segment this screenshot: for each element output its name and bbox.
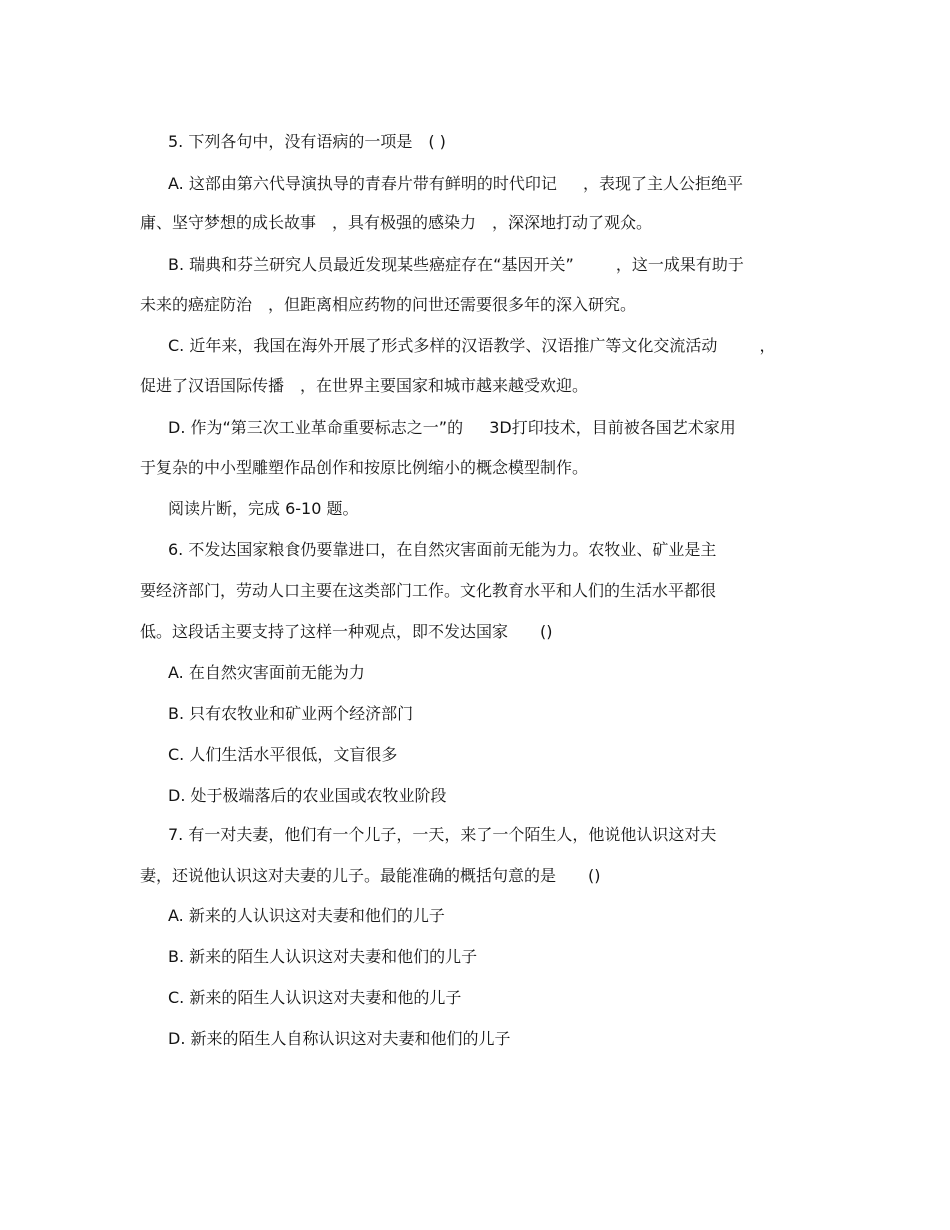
question-6-option-a: A. 在自然灾害面前无能为力 xyxy=(168,663,365,682)
question-6-stem-line-3: 低。这段话主要支持了这样一种观点，即不发达国家 () xyxy=(140,622,553,641)
question-7-option-a: A. 新来的人认识这对夫妻和他们的儿子 xyxy=(168,906,445,925)
question-7-stem-line-1: 7. 有一对夫妻，他们有一个儿子，一天，来了一个陌生人，他说他认识这对夫 xyxy=(168,825,717,844)
question-5-option-a-line-2: 庸、坚守梦想的成长故事 ，具有极强的感染力 ，深深地打动了观众。 xyxy=(140,213,653,232)
question-5-option-d-line-1: D. 作为“第三次工业革命重要标志之一”的 3D打印技术，目前被各国艺术家用 xyxy=(168,418,736,437)
question-7-option-c: C. 新来的陌生人认识这对夫妻和他的儿子 xyxy=(168,988,462,1007)
question-6-option-b: B. 只有农牧业和矿业两个经济部门 xyxy=(168,704,414,723)
question-6-option-c: C. 人们生活水平很低，文盲很多 xyxy=(168,745,398,764)
question-7-stem-line-2: 妻，还说他认识这对夫妻的儿子。最能准确的概括句意的是 () xyxy=(140,866,601,885)
question-5-stem: 5. 下列各句中，没有语病的一项是 ( ) xyxy=(168,132,446,151)
question-5-option-d-line-2: 于复杂的中小型雕塑作品创作和按原比例缩小的概念模型制作。 xyxy=(140,458,589,477)
question-5-option-c-line-1: C. 近年来，我国在海外开展了形式多样的汉语教学、汉语推广等文化交流活动 ， xyxy=(168,336,776,355)
question-5-option-c-line-2: 促进了汉语国际传播 ，在世界主要国家和城市越来越受欢迎。 xyxy=(140,376,589,395)
question-5-option-b-line-2: 未来的癌症防治 ，但距离相应药物的问世还需要很多年的深入研究。 xyxy=(140,295,637,314)
question-6-stem-line-1: 6. 不发达国家粮食仍要靠进口，在自然灾害面前无能为力。农牧业、矿业是主 xyxy=(168,540,717,559)
question-7-option-d: D. 新来的陌生人自称认识这对夫妻和他们的儿子 xyxy=(168,1029,511,1048)
question-5-option-a-line-1: A. 这部由第六代导演执导的青春片带有鲜明的时代印记 ，表现了主人公拒绝平 xyxy=(168,174,744,193)
question-7-option-b: B. 新来的陌生人认识这对夫妻和他们的儿子 xyxy=(168,947,478,966)
reading-instruction: 阅读片断，完成 6-10 题。 xyxy=(168,499,359,518)
question-6-option-d: D. 处于极端落后的农业国或农牧业阶段 xyxy=(168,786,447,805)
question-5-option-b-line-1: B. 瑞典和芬兰研究人员最近发现某些癌症存在“基因开关” ，这一成果有助于 xyxy=(168,255,744,274)
question-6-stem-line-2: 要经济部门，劳动人口主要在这类部门工作。文化教育水平和人们的生活水平都很 xyxy=(140,581,717,600)
